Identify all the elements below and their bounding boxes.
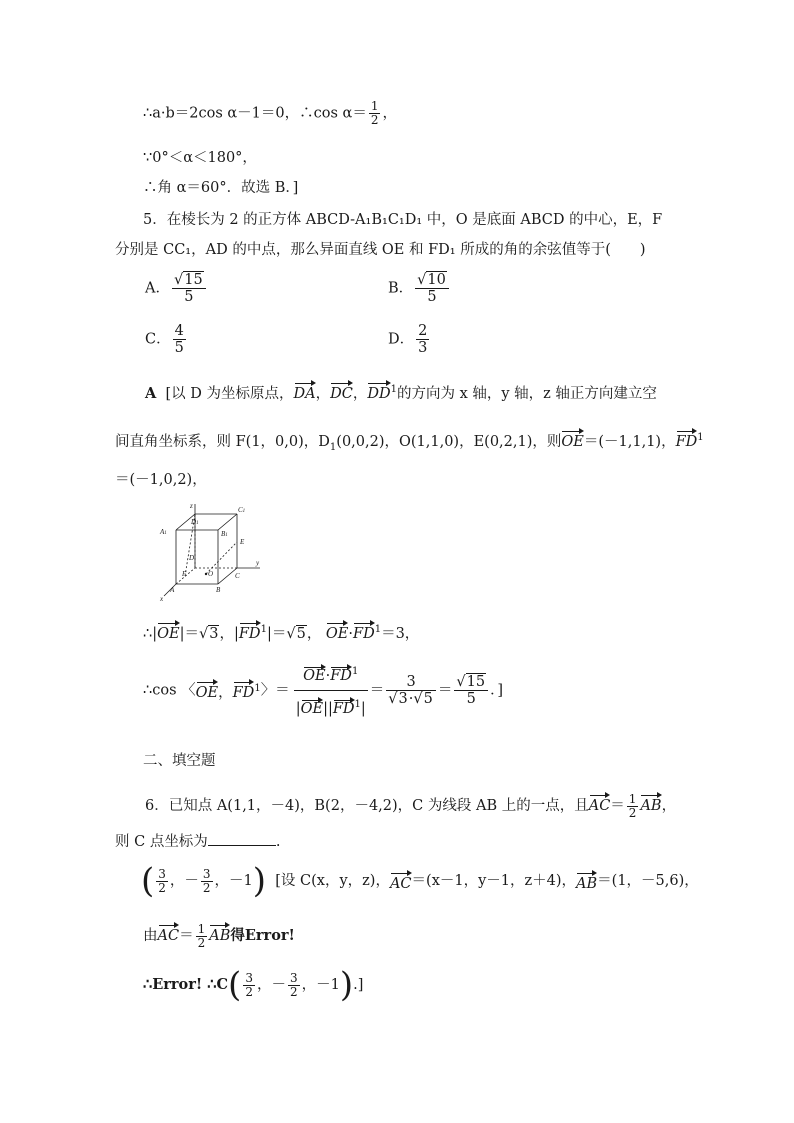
section-fill-in-blank: 二、填空题 [143, 753, 216, 769]
sol5-line-2: 间直角坐标系，则 F(1，0,0)，$D_1(0,0,2)$，O(1,1,0)，E(0,2,1)，则OE＝(－1,1,1)，$FD^1$ [115, 426, 704, 454]
sol6-line-1: ( $\frac{3}{2}$ ，－ $\frac{3}{2}$ ，－1) [设 C(x，y，z)，AC＝(x－1，y－1，z＋4)，AB＝(1，－5,6)， [141, 861, 699, 901]
answer-blank [208, 833, 276, 846]
line-3: ∴角 α＝60°．故选 B．] [143, 180, 299, 196]
fraction-half: $\frac{1}{2}$ [370, 99, 379, 127]
line-1: ∴a·b＝2cos α－1＝0，∴cos α＝ $\frac{1}{2}$ ， [143, 99, 397, 127]
fig-label-b1: B1 [221, 530, 228, 538]
fig-label-e: E [240, 538, 245, 546]
q6-line-2: 则 C 点坐标为 . [115, 834, 281, 850]
fig-label-d: D [189, 554, 195, 562]
q5-line-1: 5．在棱长为 2 的正方体 ABCD-A₁B₁C₁D₁ 中，O 是底面 ABCD 的中心，E，F [143, 212, 663, 228]
sol5-cosine: ∴cos 〈OE，$FD^1$〉＝ $\frac{OE\cdot FD^1}{|OE||FD^1|}$ ＝ $\frac{3}{√3\cdot√5}$ ＝ $\frac{√15}{5}$ ．] [143, 662, 503, 732]
fig-label-d1: D1 [191, 518, 199, 526]
sol5-line-3: ＝(－1,0,2)， [115, 472, 207, 488]
option-a: A． $\frac{√15}{5}$ [145, 272, 208, 316]
fig-label-a1: A1 [160, 528, 167, 536]
fig-label-b: B [216, 586, 221, 594]
fig-label-x: x [160, 595, 164, 602]
sol6-line-2: 由AC＝ $\frac{1}{2}$ AB得Error! [143, 921, 295, 950]
fig-label-z: z [190, 502, 193, 510]
option-b: B． $\frac{√10}{5}$ [388, 272, 451, 316]
fig-label-a: A [170, 586, 175, 594]
fig-label-c: C [235, 572, 240, 580]
fig-label-o: O [208, 570, 214, 578]
fig-label-f: F [182, 570, 187, 578]
option-c: C． $\frac{4}{5}$ [145, 323, 184, 356]
fig-label-c1: C1 [238, 506, 246, 514]
cube-figure [150, 502, 270, 602]
fig-label-y: y [256, 559, 260, 567]
line-2: ∵0°＜α＜180°， [143, 150, 257, 166]
q6-line-1: 6．已知点 A(1,1，－4)，B(2，－4,2)，C 为线段 AB 上的一点，且AC＝ $\frac{1}{2}$ AB， [145, 791, 677, 820]
line-1-text: ∴a·b＝2cos α－1＝0，∴cos α＝ [143, 105, 367, 122]
option-d: D． $\frac{2}{3}$ [388, 323, 428, 356]
sol5-line-1: A [以 D 为坐标原点，DA，DC，$DD^1$的方向为 x 轴，y 轴，z 轴正方向建立空 [145, 378, 657, 406]
sol5-magnitudes: ∴|OE|＝√3，$|FD^1|=√5$， $OE\cdot FD^1=3$， [143, 618, 419, 646]
q5-line-2: 分别是 CC₁，AD 的中点，那么异面直线 OE 和 FD₁ 所成的角的余弦值等于( ) [115, 242, 646, 258]
sol6-line-3: ∴Error! ∴C( $\frac{3}{2}$ ，－ $\frac{3}{2}$ ，－1).] [143, 965, 364, 1005]
